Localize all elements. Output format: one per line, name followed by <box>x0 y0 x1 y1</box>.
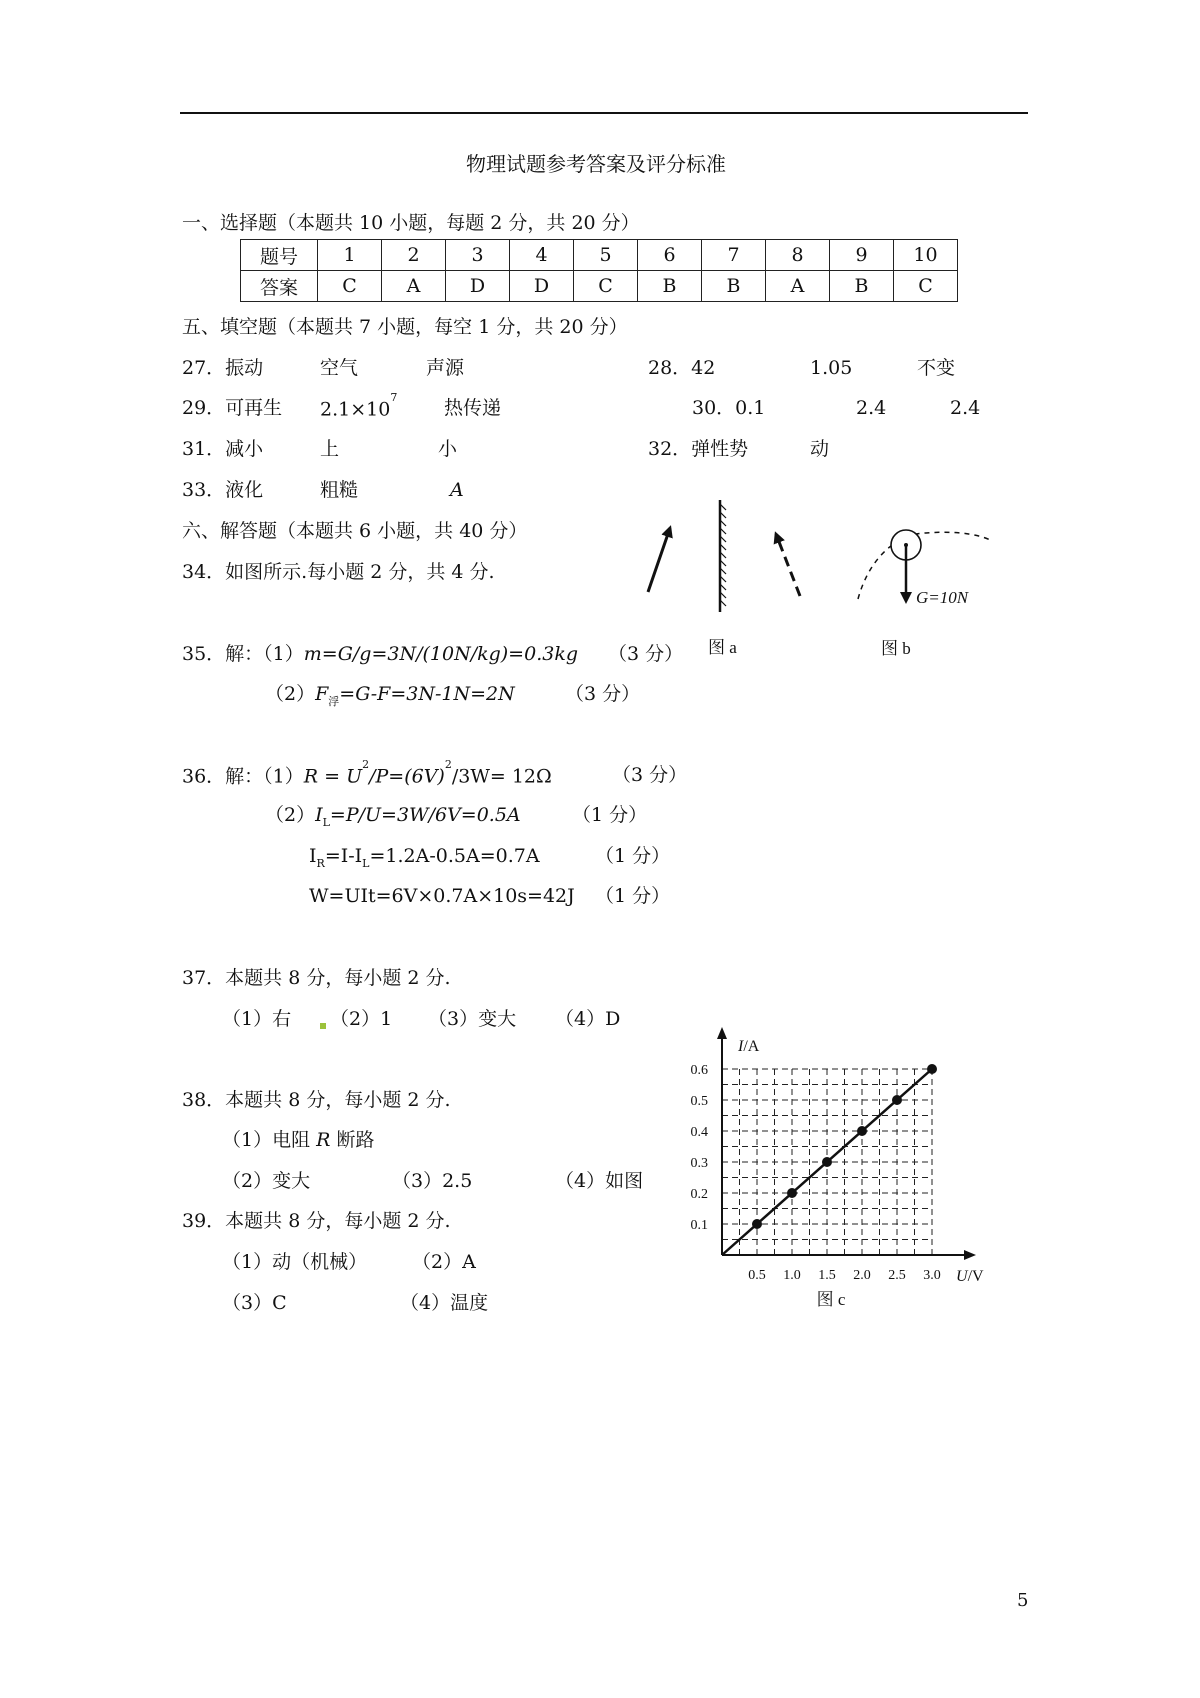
q35-prefix2: （2） <box>265 683 316 705</box>
q38-a1-post: 断路 <box>330 1129 375 1151</box>
q30-a3: 2.4 <box>950 397 981 419</box>
table-cell: 9 <box>830 240 894 271</box>
q28-a1: 28．42 <box>648 357 716 379</box>
q35-formula1: m=G/g=3N/(10N/kg)=0.3kg <box>303 643 578 665</box>
q38-a2: （2）变大 <box>222 1170 311 1192</box>
q37-a4: （4）D <box>555 1008 621 1030</box>
page-title: 物理试题参考答案及评分标准 <box>466 152 726 176</box>
q38-a1-r: R <box>316 1129 331 1151</box>
table-cell: 4 <box>510 240 574 271</box>
table-cell: D <box>510 271 574 302</box>
y-tick-label: 0.4 <box>690 1125 708 1140</box>
q36-formula2: =P/U=3W/6V=0.5A <box>329 804 521 826</box>
q32-a1: 32．弹性势 <box>648 438 749 460</box>
q33-a3-text: A <box>450 479 464 501</box>
table-cell: 2 <box>382 240 446 271</box>
y-tick-label: 0.3 <box>690 1156 708 1171</box>
q37-a3: （3）变大 <box>428 1008 517 1030</box>
table-cell: 7 <box>702 240 766 271</box>
fig-a-caption: 图 a <box>708 638 737 657</box>
q28-a2: 1.05 <box>810 357 853 379</box>
q39-a3: （3）C <box>222 1292 287 1314</box>
chart-data-layer <box>722 1064 937 1255</box>
q33-a2: 粗糙 <box>320 479 359 501</box>
table-cell: 1 <box>318 240 382 271</box>
y-tick-label: 0.6 <box>690 1063 708 1078</box>
table-cell: C <box>574 271 638 302</box>
y-axis-label: I/A <box>738 1038 760 1055</box>
x-tick-label: 1.0 <box>783 1268 801 1283</box>
q35-prefix: 35．解：（1） <box>182 643 304 665</box>
fig-b-caption: 图 b <box>881 639 911 658</box>
figure-b <box>850 515 1010 665</box>
row-label: 答案 <box>241 271 318 302</box>
q30-a2: 2.4 <box>856 397 887 419</box>
q28-a3: 不变 <box>917 357 956 379</box>
q36-fb: /P=(6V) <box>369 765 445 788</box>
q35-f: F <box>315 683 329 705</box>
q29-value: 2.1×10 <box>320 398 391 421</box>
q36-l3a: I <box>309 845 317 867</box>
table-cell: 5 <box>574 240 638 271</box>
q29-a3: 热传递 <box>444 397 502 419</box>
q39-a1: （1）动（机械） <box>222 1251 368 1273</box>
table-cell: 8 <box>766 240 830 271</box>
page-number: 5 <box>1017 1590 1029 1611</box>
q36-line3 <box>309 847 540 869</box>
table-cell: D <box>446 271 510 302</box>
q35-score2: （3 分） <box>565 683 641 705</box>
table-cell: 10 <box>894 240 958 271</box>
q29-exponent: 7 <box>390 391 398 404</box>
table-cell: B <box>638 271 702 302</box>
row-label: 题号 <box>241 240 318 271</box>
figure-c-chart <box>660 1020 1000 1310</box>
q36-i: I <box>315 804 323 826</box>
table-row-numbers <box>241 240 958 271</box>
x-tick-label: 3.0 <box>923 1268 941 1283</box>
fig-c-caption: 图 c <box>816 1290 846 1309</box>
q36-prefix: 36．解：（1） <box>182 765 304 788</box>
data-point <box>857 1126 867 1136</box>
q36-l3sub2: L <box>362 856 370 870</box>
y-tick-label: 0.1 <box>690 1218 708 1233</box>
q36-prefix2: （2） <box>265 804 316 826</box>
q36-l3c: =1.2A-0.5A=0.7A <box>369 845 540 867</box>
chart-labels <box>691 1038 985 1309</box>
q39-a2: （2）A <box>412 1251 476 1273</box>
q32-a2: 动 <box>810 438 830 460</box>
incident-ray <box>648 528 670 592</box>
q35-sub: 浮 <box>328 694 340 708</box>
q31-a2: 上 <box>320 438 340 460</box>
q39-a4: （4）温度 <box>400 1292 489 1314</box>
q37-heading: 37．本题共 8 分，每小题 2 分. <box>182 967 451 989</box>
table-cell: B <box>702 271 766 302</box>
q36-l3b: =I-I <box>324 845 363 867</box>
q29-a1: 29．可再生 <box>182 397 283 419</box>
q31-a3: 小 <box>438 438 458 460</box>
table-cell: 6 <box>638 240 702 271</box>
q36-sub: L <box>322 815 330 829</box>
q39-heading: 39．本题共 8 分，每小题 2 分. <box>182 1210 451 1232</box>
fig-b-gravity-label: G=10N <box>916 588 969 607</box>
q38-heading: 38．本题共 8 分，每小题 2 分. <box>182 1089 451 1111</box>
q33-a1: 33．液化 <box>182 479 264 501</box>
q36-sup2: 2 <box>444 758 452 771</box>
table-cell: 3 <box>446 240 510 271</box>
q36-score3: （1 分） <box>595 845 671 867</box>
q36-fc: /3W= 12Ω <box>451 765 552 788</box>
q38-a1 <box>222 1131 375 1150</box>
q34-text: 34．如图所示.每小题 2 分，共 4 分. <box>182 561 495 583</box>
q36-line4: W=UIt=6V×0.7A×10s=42J <box>309 885 575 907</box>
x-tick-label: 2.5 <box>888 1268 906 1283</box>
table-cell: C <box>894 271 958 302</box>
q36-line1 <box>182 758 552 788</box>
q29-a2 <box>320 391 398 421</box>
green-dot <box>320 1023 326 1029</box>
x-tick-label: 1.5 <box>818 1268 836 1283</box>
q35-line2 <box>265 685 515 707</box>
q38-a4: （4）如图 <box>555 1170 644 1192</box>
section5-heading: 五、填空题（本题共 7 小题，每空 1 分，共 20 分） <box>182 316 628 338</box>
table-cell: A <box>766 271 830 302</box>
q37-a2: （2）1 <box>330 1008 393 1030</box>
q31-a1: 31．减小 <box>182 438 264 460</box>
section1-heading: 一、选择题（本题共 10 小题，每题 2 分，共 20 分） <box>182 212 640 234</box>
q37-a1: （1）右 <box>222 1008 292 1030</box>
data-point <box>752 1219 762 1229</box>
q38-a1-pre: （1）电阻 <box>222 1129 317 1151</box>
table-row-answers <box>241 271 958 302</box>
y-tick-label: 0.2 <box>690 1187 708 1202</box>
top-rule <box>180 112 1028 114</box>
table-cell: C <box>318 271 382 302</box>
x-tick-label: 2.0 <box>853 1268 871 1283</box>
q36-score1: （3 分） <box>612 764 688 786</box>
q35-formula2: =G-F=3N-1N=2N <box>339 683 515 705</box>
table-cell: B <box>830 271 894 302</box>
reflected-ray <box>776 534 800 596</box>
data-point <box>787 1188 797 1198</box>
q36-l3sub1: R <box>316 856 325 870</box>
q36-score4: （1 分） <box>595 885 671 907</box>
q33-a3 <box>450 481 464 500</box>
q38-a3: （3）2.5 <box>392 1170 473 1192</box>
x-axis-arrow <box>964 1250 976 1260</box>
data-point <box>822 1157 832 1167</box>
q27-a3: 声源 <box>426 357 465 379</box>
q30-a1: 30．0.1 <box>692 397 766 419</box>
q27-a1: 27．振动 <box>182 357 264 379</box>
q36-fa: R = U <box>303 765 363 788</box>
q36-line2 <box>265 806 521 828</box>
data-point <box>927 1064 937 1074</box>
x-tick-label: 0.5 <box>748 1268 766 1283</box>
table-cell: A <box>382 271 446 302</box>
x-axis-label: U/V <box>956 1268 984 1285</box>
y-axis-arrow <box>717 1027 727 1039</box>
figure-a <box>630 490 810 665</box>
y-tick-label: 0.5 <box>690 1094 708 1109</box>
q35-line1 <box>182 645 578 664</box>
q36-score2: （1 分） <box>572 804 648 826</box>
q35-score1: （3 分） <box>608 643 684 665</box>
q36-sup: 2 <box>362 758 370 771</box>
section6-heading: 六、解答题（本题共 6 小题，共 40 分） <box>182 520 528 542</box>
answer-table <box>240 239 958 302</box>
q27-a2: 空气 <box>320 357 359 379</box>
data-point <box>892 1095 902 1105</box>
